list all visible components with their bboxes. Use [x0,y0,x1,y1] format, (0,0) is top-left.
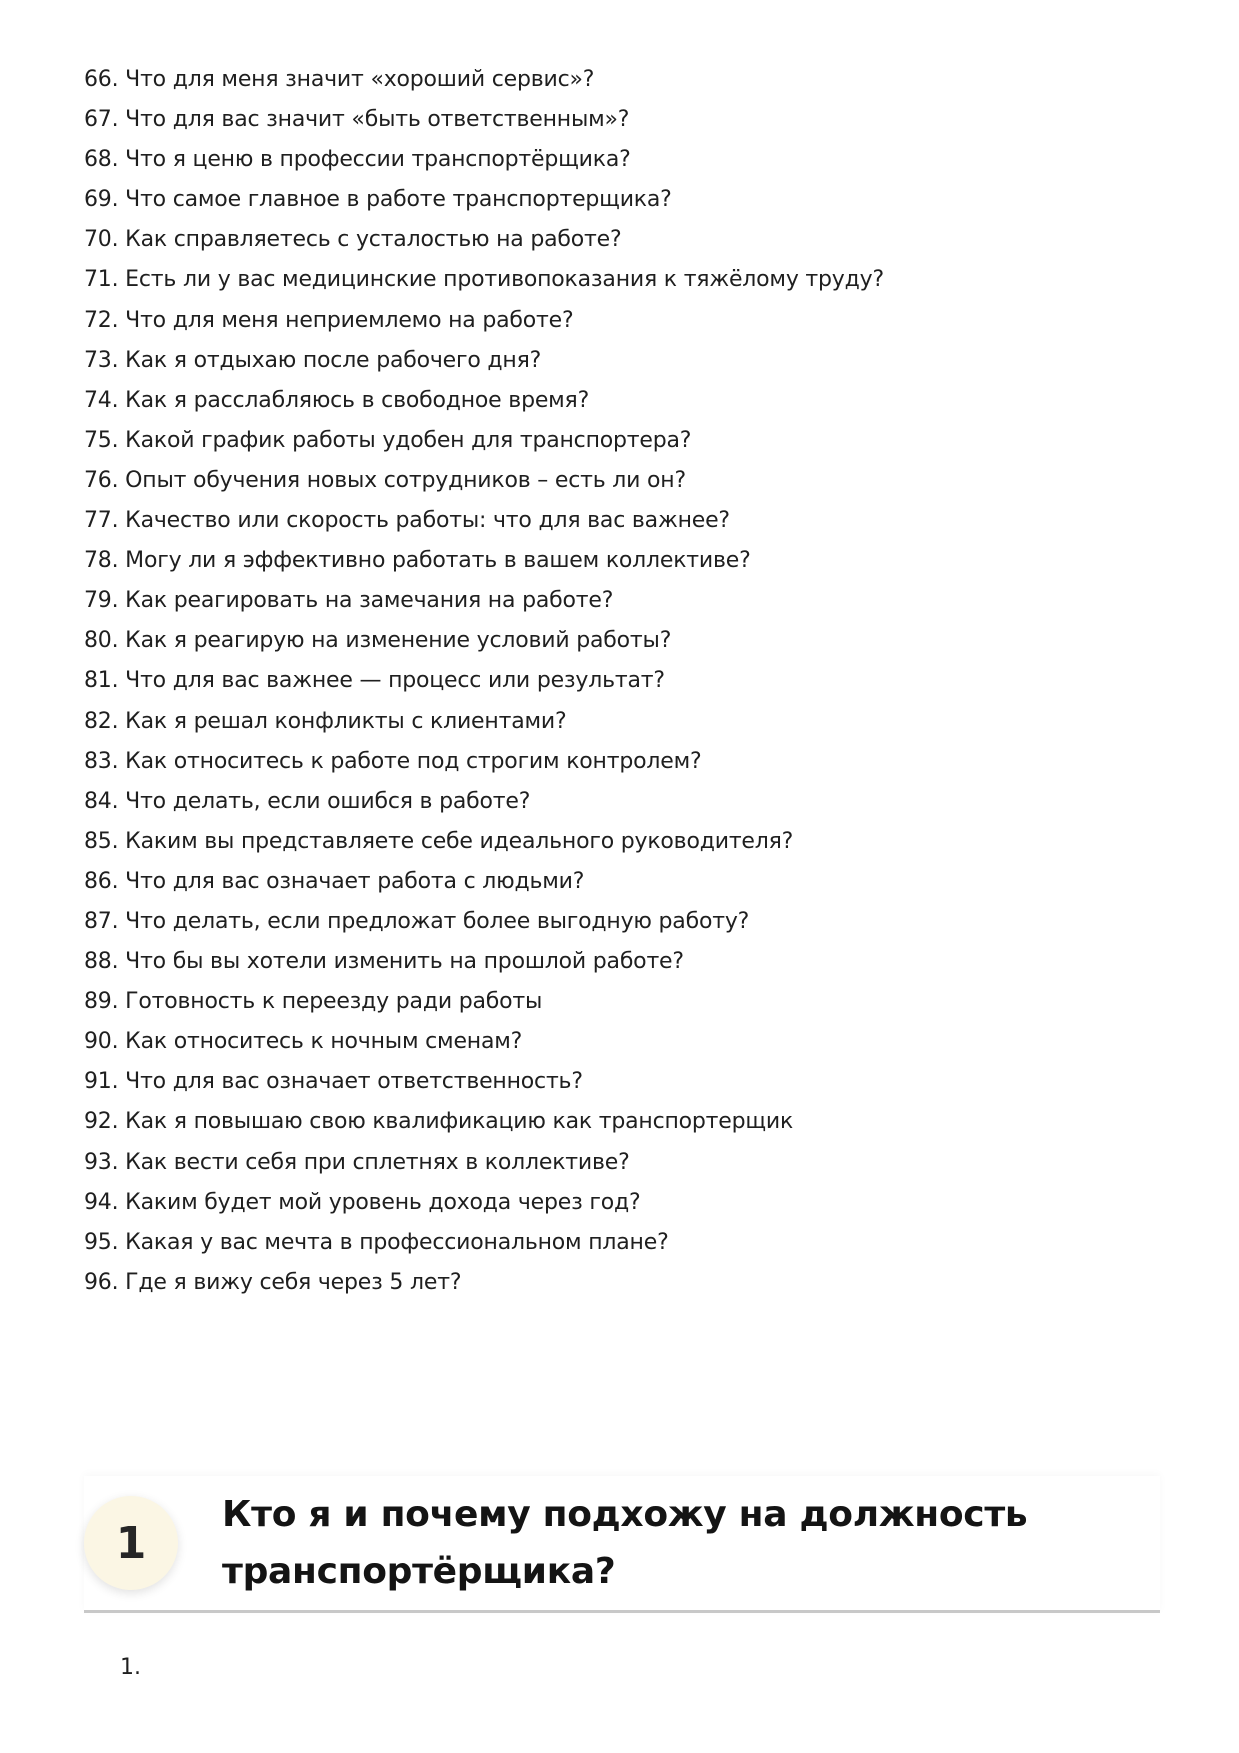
list-item: 72. Что для меня неприемлемо на работе? [84,307,574,333]
list-item: 96. Где я вижу себя через 5 лет? [84,1269,462,1295]
list-item: 74. Как я расслабляюсь в свободное время? [84,387,590,413]
list-item: 73. Как я отдыхаю после рабочего дня? [84,347,542,373]
list-item: 66. Что для меня значит «хороший сервис»? [84,67,595,92]
section-header [84,1476,1160,1613]
list-item: 76. Опыт обучения новых сотрудников – есть ли он? [84,467,686,493]
list-item: 93. Как вести себя при сплетнях в коллективе? [84,1149,630,1175]
list-item: 87. Что делать, если предложат более выгодную работу? [84,908,750,934]
list-item: 78. Могу ли я эффективно работать в вашем коллективе? [84,548,751,574]
list-item: 80. Как я реагирую на изменение условий работы? [84,628,672,654]
answer-list [120,1648,141,1688]
list-item: 89. Готовность к переезду ради работы [84,989,543,1015]
question-list [84,60,884,1303]
list-item: 90. Как относитесь к ночным сменам? [84,1029,523,1055]
list-item: 71. Есть ли у вас медицинские противопоказания к тяжёлому труду? [84,267,884,293]
list-item: 68. Что я ценю в профессии транспортёрщика? [84,147,631,173]
list-item: 75. Какой график работы удобен для транспортера? [84,427,692,453]
list-item: 95. Какая у вас мечта в профессиональном плане? [84,1229,669,1255]
list-item: 67. Что для вас значит «быть ответственным»? [84,107,630,133]
list-item: 85. Каким вы представляете себе идеального руководителя? [84,828,794,854]
section-number-badge: 1 [84,1496,178,1590]
list-item: 70. Как справляетесь с усталостью на работе? [84,227,622,253]
list-item: 83. Как относитесь к работе под строгим контролем? [84,748,702,774]
list-item: 79. Как реагировать на замечания на работе? [84,588,614,614]
section-title: Кто я и почему подхожу на должность транспортёрщика? [222,1494,1028,1592]
list-item: 82. Как я решал конфликты с клиентами? [84,708,567,734]
list-item-marker: 1. [120,1655,141,1680]
list-item: 69. Что самое главное в работе транспортерщика? [84,187,672,213]
list-item: 88. Что бы вы хотели изменить на прошлой работе? [84,949,684,975]
list-item: 94. Каким будет мой уровень дохода через год? [84,1189,641,1215]
list-item: 92. Как я повышаю свою квалификацию как транспортерщик [84,1109,794,1135]
list-item: 81. Что для вас важнее — процесс или результат? [84,668,665,694]
list-item: 91. Что для вас означает ответственность? [84,1069,583,1095]
list-item: 77. Качество или скорость работы: что для вас важнее? [84,508,730,534]
list-item: 86. Что для вас означает работа с людьми? [84,868,585,894]
list-item: 84. Что делать, если ошибся в работе? [84,788,531,814]
